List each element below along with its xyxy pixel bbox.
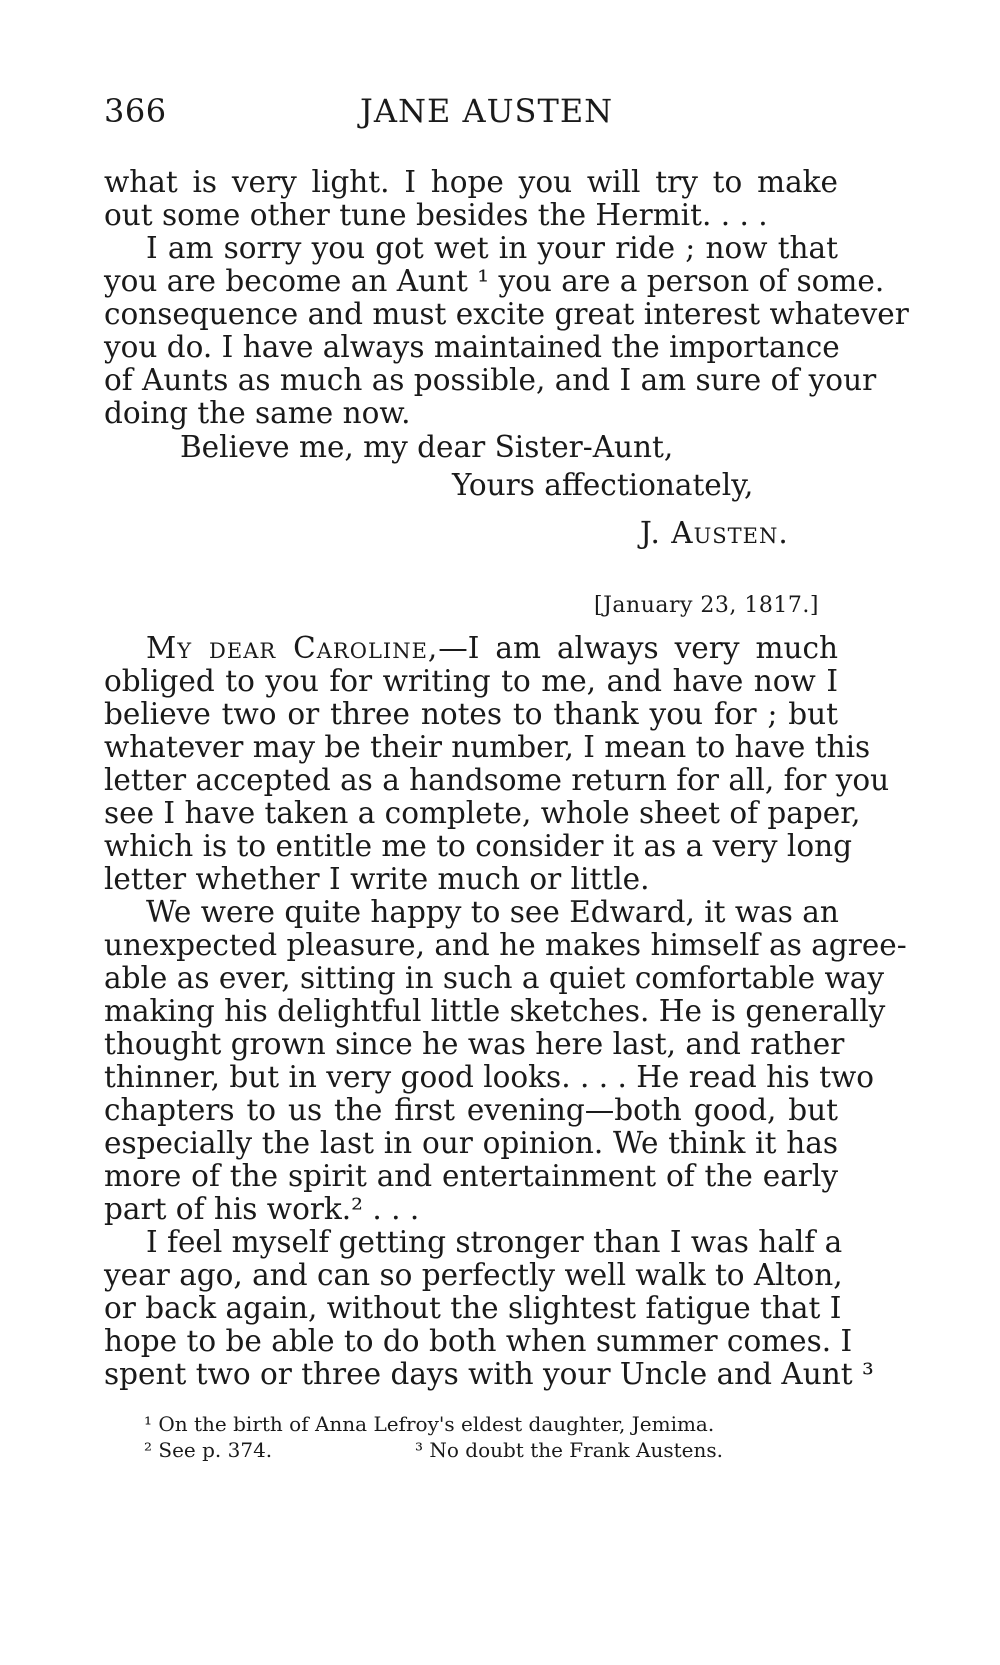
text-line: especially the last in our opinion. We think it has <box>104 1126 838 1160</box>
letter-valediction: Yours affectionately, <box>452 468 754 502</box>
text-line: believe two or three notes to thank you for ; but <box>104 697 838 731</box>
salutation: My dear Caroline, <box>146 631 439 665</box>
text-line: or back again, without the slightest fatigue that I <box>104 1291 842 1325</box>
text-line: spent two or three days with your Uncle and Aunt ³ <box>104 1357 874 1391</box>
salutation-line <box>104 632 838 665</box>
text-line: letter accepted as a handsome return for all, for you <box>104 763 890 797</box>
text-line: —I am always very much <box>438 631 838 665</box>
text-line: which is to entitle me to consider it as a very long <box>104 829 852 863</box>
text-line: I am sorry you got wet in your ride ; now that <box>146 231 838 265</box>
footnote-2: ² See p. 374. <box>144 1438 273 1462</box>
text-line: I feel myself getting stronger than I was half a <box>146 1225 843 1259</box>
text-line: obliged to you for writing to me, and have now I <box>104 664 838 698</box>
text-line: part of his work.² . . . <box>104 1192 420 1226</box>
letter-signature: J. Austen. <box>640 516 789 550</box>
text-line: doing the same now. <box>104 396 411 430</box>
letter-closing: Believe me, my dear Sister-Aunt, <box>180 430 674 464</box>
text-line: making his delightful little sketches. He is generally <box>104 994 886 1028</box>
text-line: able as ever, sitting in such a quiet comfortable way <box>104 961 884 995</box>
text-line: of Aunts as much as possible, and I am sure of your <box>104 363 877 397</box>
text-line: thought grown since he was here last, and rather <box>104 1027 845 1061</box>
text-line: year ago, and can so perfectly well walk to Alton, <box>104 1258 843 1292</box>
text-line: chapters to us the first evening—both good, but <box>104 1093 838 1127</box>
footnote-3: ³ No doubt the Frank Austens. <box>415 1438 723 1462</box>
running-title: JANE AUSTEN <box>360 92 614 130</box>
page-number: 366 <box>104 92 167 130</box>
text-line: letter whether I write much or little. <box>104 862 650 896</box>
text-line: more of the spirit and entertainment of the early <box>104 1159 838 1193</box>
text-line: whatever may be their number, I mean to have this <box>104 730 871 764</box>
text-line: hope to be able to do both when summer comes. I <box>104 1324 853 1358</box>
text-line: out some other tune besides the Hermit. . . . <box>104 198 768 232</box>
text-line: you are become an Aunt ¹ you are a person of some. <box>104 264 885 298</box>
text-line: you do. I have always maintained the importance <box>104 330 840 364</box>
text-line: consequence and must excite great interest whatever <box>104 297 909 331</box>
text-line: what is very light. I hope you will try to make <box>104 165 838 199</box>
text-line: unexpected pleasure, and he makes himself as agree- <box>104 928 907 962</box>
text-line: thinner, but in very good looks. . . . He read his two <box>104 1060 874 1094</box>
footnote-1: ¹ On the birth of Anna Lefroy's eldest daughter, Jemima. <box>144 1412 715 1436</box>
letter-date: [January 23, 1817.] <box>594 593 819 618</box>
text-line: We were quite happy to see Edward, it was an <box>146 895 839 929</box>
text-line: see I have taken a complete, whole sheet of paper, <box>104 796 861 830</box>
